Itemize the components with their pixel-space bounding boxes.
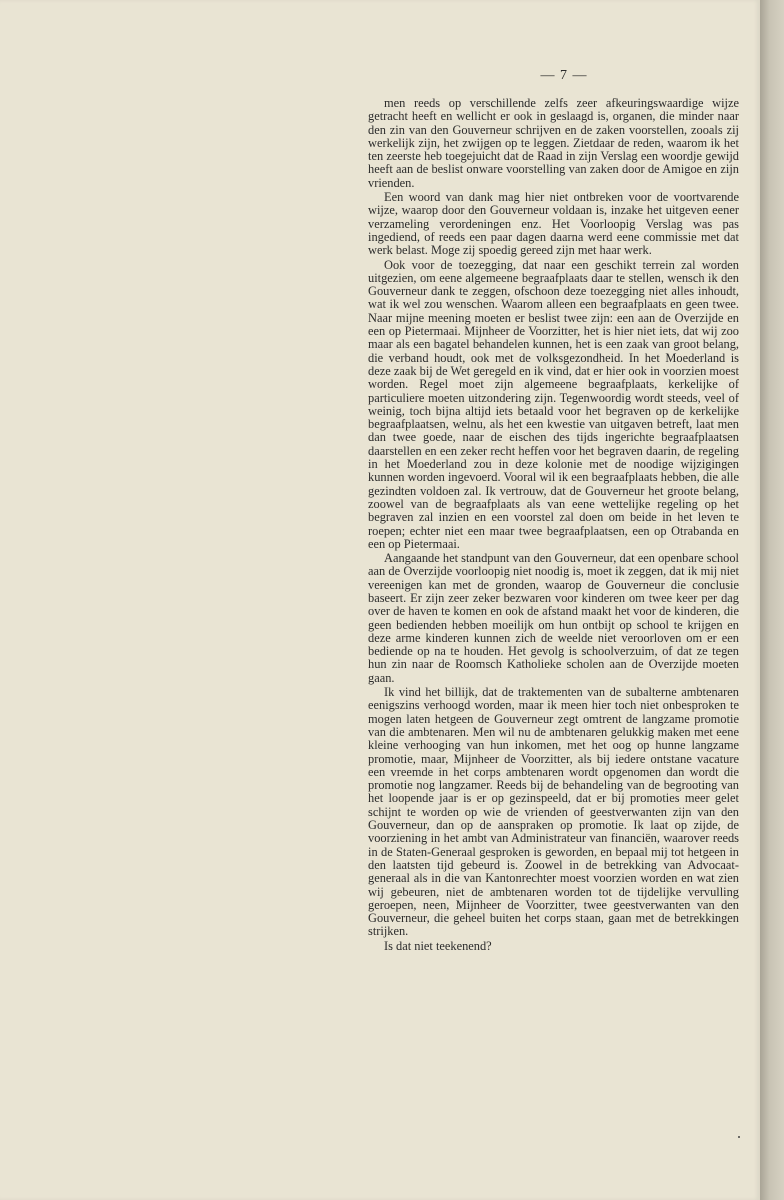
paragraph-5: Ik vind het billijk, dat de traktementen van de subalterne ambtenaren eenigszins verhoogd worden, maar ik meen hier toch niet onbesproken te mogen laten hetgeen de Gouverneur zegt omtrent de langzame promotie van die ambtenaren. Men wil nu de ambtenaren gelukkig maken met eene kleine verhooging van hun inkomen, met het oog op hunne langzame promotie, maar, Mijnheer de Voorzitter, als bij iedere ontstane vacature een vreemde in het corps ambtenaren wordt opgenomen dan wordt die promotie nog langzamer. Reeds bij de behandeling van de begrooting van het loopende jaar is er op gezinspeeld, dat er bij promoties meer gelet schijnt te worden op wie de vrienden of geestverwanten zijn van den Gouverneur, dan op de aanspraken op promotie. Ik laat op zijde, de voorziening in het ambt van Administrateur van financiën, waarover reeds in de Staten-Generaal gesproken is geworden, en bepaal mij tot hetgeen in den laatsten tijd gebeurd is. Zoowel in de betrekking van Advocaat-generaal als in die van Kantonrechter moest voorzien worden en wat zien wij gebeuren, niet de ambtenaren worden tot de tijdelijke vervulling geroepen, neen, Mijnheer de Voorzitter, twee geestverwanten van den Gouverneur, die geheel buiten het corps staan, gaan met de betrekkingen strijken. bbox=[368, 685, 739, 939]
ink-speck bbox=[738, 1136, 740, 1138]
paragraph-6: Is dat niet teekenend? bbox=[384, 938, 492, 953]
page-edge bbox=[760, 0, 784, 1200]
paragraph-1: men reeds op verschillende zelfs zeer afkeuringswaardige wijze getracht heeft en wellicht er ook in geslaagd is, organen, die minder naar den zin van den Gouverneur schrijven en de zaken voorstellen, zooals zij werkelijk zijn, het zwijgen op te leggen. Zietdaar de reden, waarom ik het ten zeerste heb toegejuicht dat de Raad in zijn Verslag een woordje gewijd heeft aan de beslist onware voorstelling van zaken door de Amigoe en zijn vrienden. bbox=[368, 96, 739, 190]
body-text bbox=[368, 97, 739, 953]
page-number: — 7 — bbox=[540, 68, 588, 83]
paragraph-4: Aangaande het standpunt van den Gouverneur, dat een openbare school aan de Overzijde voorloopig niet noodig is, moet ik zeggen, dat ik mij niet vereenigen kan met de gronden, waarop de Gouverneur die conclusie baseert. Er zijn zeer zeker bezwaren voor kinderen om twee keer per dag over de haven te komen en ook de afstand maakt het voor de kinderen, die geen bedienden hebben moeilijk om hun ontbijt op school te krijgen en deze arme kinderen kunnen zich de weelde niet veroorloven om er een bediende op na te houden. Het gevolg is schoolverzuim, of dat ze tegen hun zin naar de Roomsch Katholieke scholen aan de Overzijde moeten gaan. bbox=[368, 551, 739, 685]
paragraph-3: Ook voor de toezegging, dat naar een geschikt terrein zal worden uitgezien, om eene algemeene begraafplaats daar te stellen, wensch ik den Gouverneur dank te zeggen, ofschoon deze toezegging niet alles inhoudt, wat ik wel zou wenschen. Waarom alleen een begraafplaats en geen twee. Naar mijne meening moeten er beslist twee zijn: een aan de Overzijde en een op Pietermaai. Mijnheer de Voorzitter, het is hier niet iets, dat wij zoo maar als een bagatel behandelen kunnen, het is een zaak van groot belang, die verband houdt, ook met de volksgezondheid. In het Moederland is deze zaak bij de Wet geregeld en ik vind, dat er hier ook in voorzien moest worden. Regel moet zijn algemeene begraafplaats, kerkelijke of particuliere moeten uitzondering zijn. Tegenwoordig wordt steeds, veel of weinig, toch bijna altijd iets betaald voor het begraven op de kerkelijke begraafplaatsen, welnu, als het een kwestie van uitgaven betreft, laat men dan twee goede, naar de eischen des tijds ingerichte begraafplaatsen daarstellen en een zeker recht heffen voor het begraven daarin, de regeling in het Moederland zou in deze kolonie met de noodige wijzigingen kunnen worden ingevoerd. Vooral wil ik een begraafplaats hebben, die alle gezindten voldoen zal. Ik vertrouw, dat de Gouverneur het groote belang, zoowel van de begraafplaats als van eene wettelijke regeling op het begraven zal inzien en een voorstel zal doen om beide in het leven te roepen; echter niet een maar twee begraafplaatsen, een op Otrabanda en een op Pietermaai. bbox=[368, 257, 739, 551]
paragraph-2: Een woord van dank mag hier niet ontbreken voor de voortvarende wijze, waarop door den Gouverneur voldaan is, inzake het uitgeven eener verzameling verordeningen enz. Het Voorloopig Verslag was pas ingediend, of reeds een paar dagen daarna werd eene commissie met dat werk belast. Moge zij spoedig gereed zijn met haar werk. bbox=[368, 190, 739, 258]
